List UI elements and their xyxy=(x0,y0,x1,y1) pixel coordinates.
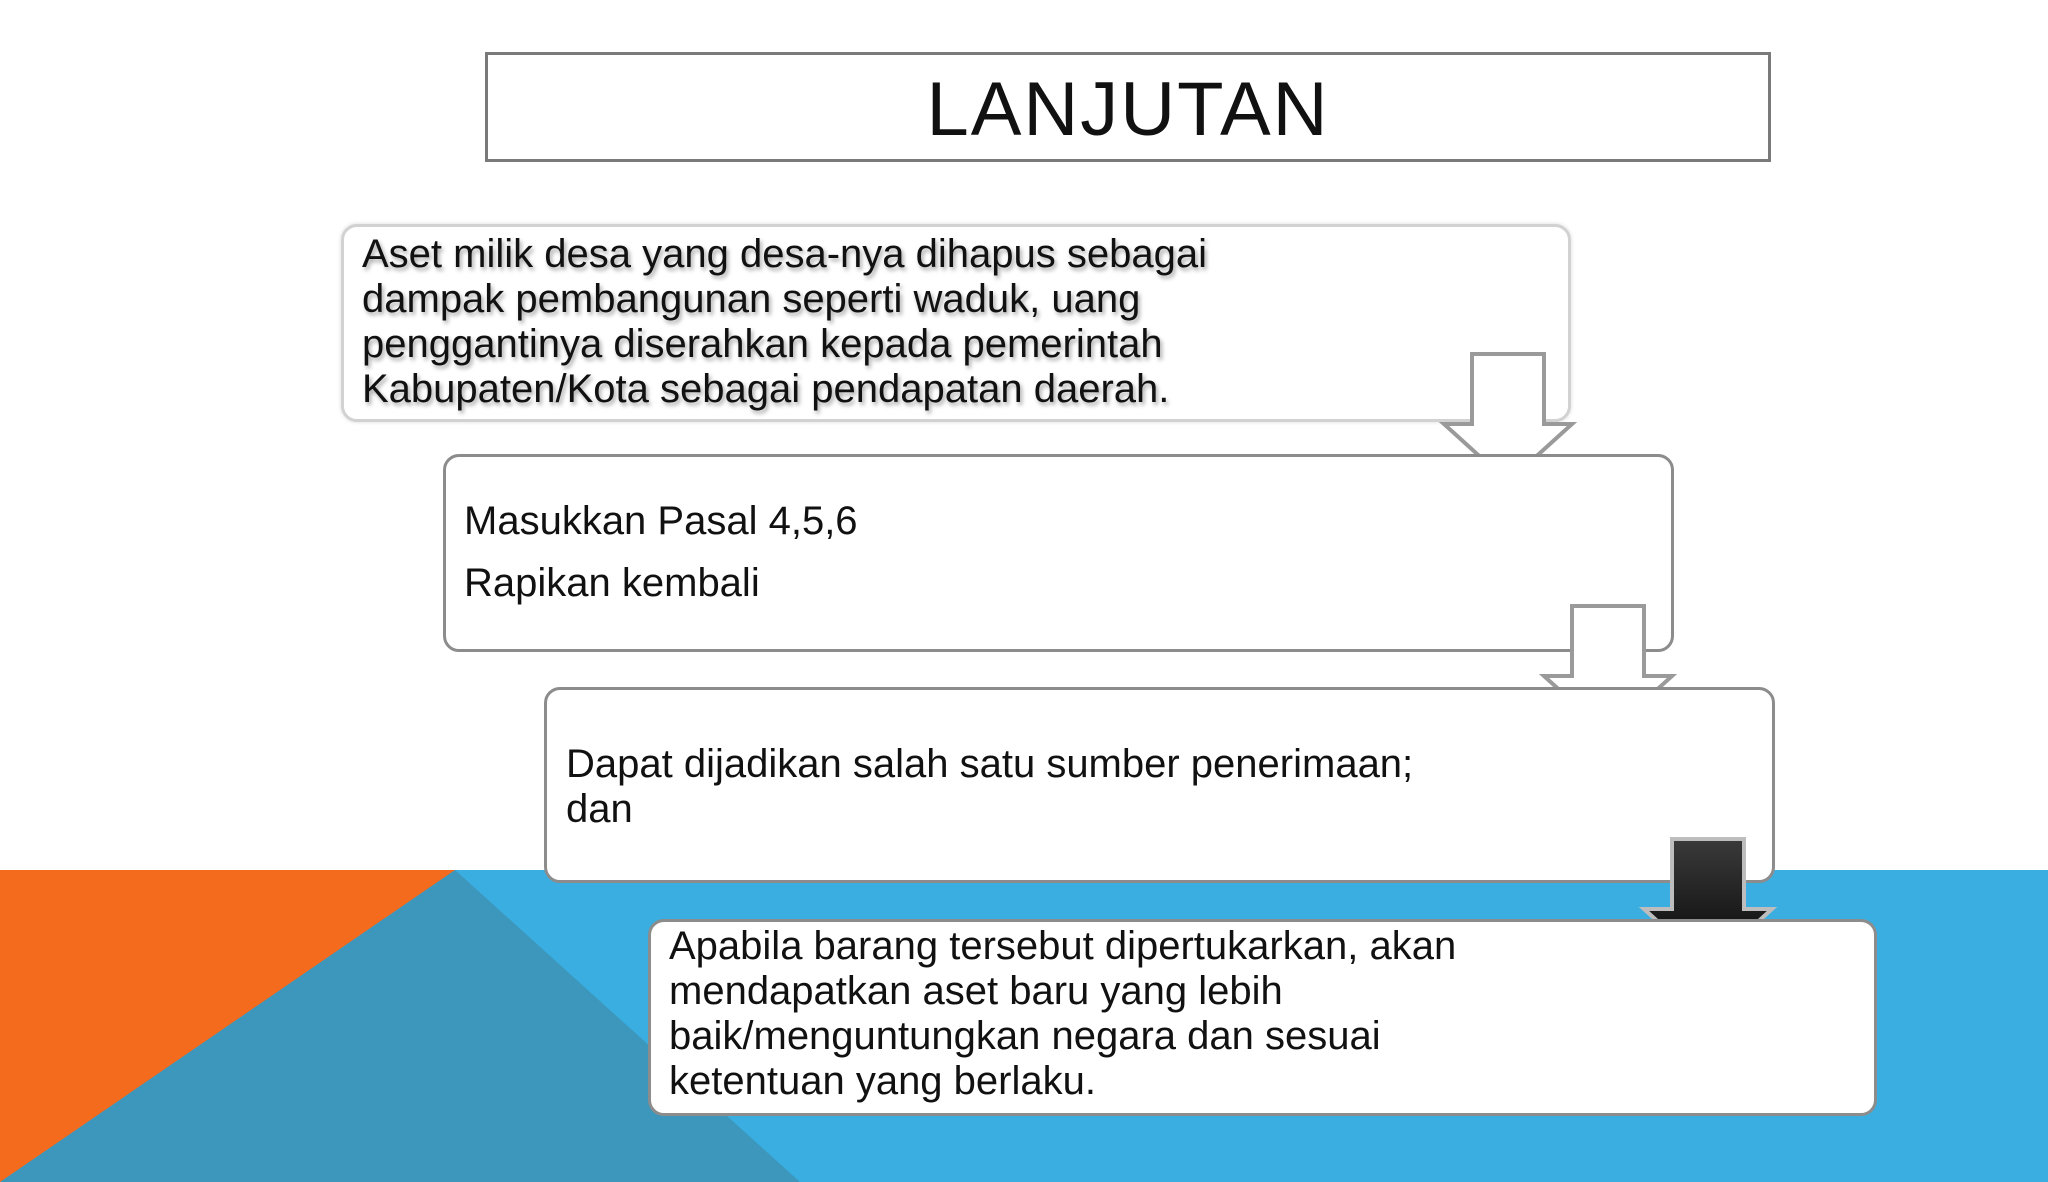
step-1-text xyxy=(362,232,1207,412)
step-1-line-4: Kabupaten/Kota sebagai pendapatan daerah. xyxy=(362,367,1170,411)
step-box-3 xyxy=(544,687,1775,883)
step-1-line-1: Aset milik desa yang desa-nya dihapus sebagai xyxy=(362,232,1207,276)
step-box-1 xyxy=(341,224,1571,422)
step-3-text xyxy=(566,742,1413,832)
step-box-2 xyxy=(443,454,1674,652)
step-4-line-2: mendapatkan aset baru yang lebih xyxy=(669,969,1283,1013)
step-4-line-4: ketentuan yang berlaku. xyxy=(669,1059,1096,1103)
page-title: LANJUTAN xyxy=(926,66,1330,152)
step-2-line-2: Rapikan kembali xyxy=(464,561,760,605)
step-1-line-3: penggantinya diserahkan kepada pemerintah xyxy=(362,322,1163,366)
step-4-line-3: baik/menguntungkan negara dan sesuai xyxy=(669,1014,1381,1058)
title-box xyxy=(485,52,1771,162)
step-4-line-1: Apabila barang tersebut dipertukarkan, akan xyxy=(669,924,1457,968)
step-4-text xyxy=(669,924,1456,1104)
step-3-line-2: dan xyxy=(566,787,633,831)
step-2-line-1: Masukkan Pasal 4,5,6 xyxy=(464,499,858,543)
step-box-4 xyxy=(648,919,1877,1116)
step-3-line-1: Dapat dijadikan salah satu sumber penerimaan; xyxy=(566,742,1414,786)
step-1-line-2: dampak pembangunan seperti waduk, uang xyxy=(362,277,1141,321)
